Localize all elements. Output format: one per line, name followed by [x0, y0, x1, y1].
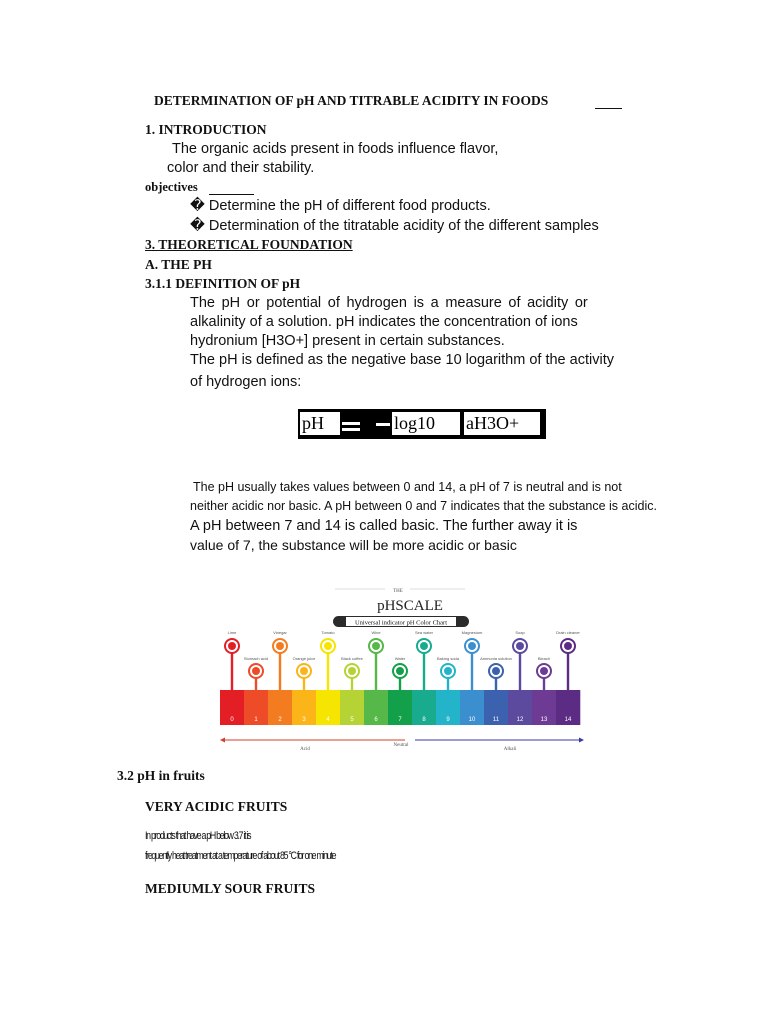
ph-label-5: Black coffee: [341, 656, 363, 661]
ph-number-11: 11: [492, 717, 500, 723]
ph-number-10: 10: [468, 717, 476, 723]
ph-marker-icon-4: [324, 642, 332, 650]
acid-label: Acid: [300, 747, 310, 752]
ph-marker-icon-12: [516, 642, 524, 650]
basic-line-2: value of 7, the substance will be more acidic or basic: [190, 537, 517, 553]
ph-marker-icon-14: [564, 642, 572, 650]
ph-label-7: Water: [394, 656, 406, 661]
ph-marker-icon-10: [468, 642, 476, 650]
formula-minus: [376, 423, 390, 426]
formula-ph: pH: [302, 413, 324, 433]
ph-number-9: 9: [446, 717, 450, 723]
ph-number-13: 13: [540, 717, 548, 723]
medium-sour-heading: MEDIUMLY SOUR FRUITS: [145, 881, 316, 896]
ph-label-11: Ammonia solution: [480, 656, 512, 661]
basic-line-1: A pH between 7 and 14 is called basic. The further away it is: [190, 518, 578, 534]
formula-equals-bottom: [342, 428, 360, 431]
formula-ah: aH3O+: [466, 413, 520, 433]
objectives-underline: [209, 194, 254, 195]
ph-number-7: 7: [398, 717, 402, 723]
ph-marker-icon-11: [492, 667, 500, 675]
intro-line-2: color and their stability.: [167, 160, 315, 176]
formula-ph-cell: [300, 412, 340, 435]
ph-number-2: 2: [278, 717, 282, 723]
acid-arrow-head: [220, 738, 225, 743]
formula-log-cell: [392, 412, 460, 435]
formula-equals-top: [342, 422, 360, 425]
compressed-line-1: In products that have a pH below 3.7 it is: [145, 830, 251, 842]
compressed-line-2: frequently heat treatment at a temperature of about 85 °C for one minute: [145, 850, 336, 862]
ph-marker-icon-8: [420, 642, 428, 650]
ph-label-9: Baking soda: [436, 656, 460, 661]
ph-marker-icon-7: [396, 667, 404, 675]
definition-line-1: The pH or potential of hydrogen is a measure of acidity or: [190, 295, 588, 311]
ph-number-12: 12: [516, 717, 524, 723]
ph-number-8: 8: [422, 717, 426, 723]
formula-ah-cell: [464, 412, 540, 435]
intro-heading: 1. INTRODUCTION: [145, 122, 267, 137]
ph-label-0: Lime: [227, 630, 237, 635]
ph-label-3: Orange juice: [292, 656, 316, 661]
ph-marker-icon-6: [372, 642, 380, 650]
intro-line-1: The organic acids present in foods influence flavor,: [172, 141, 499, 157]
ph-label-12: Soap: [515, 630, 525, 635]
definition-line-5: of hydrogen ions:: [190, 374, 302, 390]
very-acidic-heading: VERY ACIDIC FRUITS: [145, 799, 288, 814]
ph-label-8: Sea water: [414, 630, 434, 635]
ph-marker-icon-3: [300, 667, 308, 675]
scale-subtitle: Universal indicator pH Color Chart: [354, 619, 448, 627]
ph-marker-icon-2: [276, 642, 284, 650]
document-title: DETERMINATION OF pH AND TITRABLE ACIDITY IN FOODS: [154, 93, 549, 108]
definition-line-4: The pH is defined as the negative base 10 logarithm of the activity: [190, 352, 614, 368]
objective-item-2: � Determination of the titratable acidity of the different samples: [190, 218, 599, 234]
ph-label-2: Vinegar: [273, 630, 287, 635]
ph-number-4: 4: [326, 717, 330, 723]
ph-number-0: 0: [230, 717, 234, 723]
range-line-1: The pH usually takes values between 0 and 14, a pH of 7 is neutral and is not: [193, 480, 622, 494]
scale-the-label: THE: [393, 589, 403, 594]
definition-line-2: alkalinity of a solution. pH indicates the concentration of ions: [190, 314, 578, 330]
objectives-heading: objectives: [145, 180, 198, 194]
scale-title: pHSCALE: [377, 598, 443, 614]
ph-formula-image: [298, 409, 546, 439]
definition-heading: 3.1.1 DEFINITION OF pH: [145, 276, 301, 291]
objective-item-1: � Determine the pH of different food products.: [190, 198, 491, 214]
neutral-label: Neutral: [393, 743, 409, 748]
ph-number-3: 3: [302, 717, 306, 723]
ph-number-5: 5: [350, 717, 354, 723]
ph-label-1: Stomach acid: [243, 656, 269, 661]
ph-label-14: Drain cleaner: [556, 630, 580, 635]
ph-marker-icon-9: [444, 667, 452, 675]
definition-line-3: hydronium [H3O+] present in certain substances.: [190, 333, 505, 349]
ph-marker-icon-0: [228, 642, 236, 650]
ph-number-1: 1: [254, 717, 258, 723]
ph-label-4: Tomato: [321, 630, 335, 635]
ph-number-6: 6: [374, 717, 378, 723]
ph-marker-icon-5: [348, 667, 356, 675]
ph-number-14: 14: [564, 717, 572, 723]
alkali-label: Alkali: [503, 747, 517, 752]
alkali-arrow-head: [579, 738, 584, 743]
ph-scale-svg: [215, 582, 590, 757]
ph-marker-icon-1: [252, 667, 260, 675]
ph-label-10: Magnesium: [461, 630, 483, 635]
section-3-2-heading: 3.2 pH in fruits: [117, 768, 205, 783]
range-line-2: neither acidic nor basic. A pH between 0 and 7 indicates that the substance is acidic.: [190, 499, 657, 513]
ph-marker-icon-13: [540, 667, 548, 675]
theory-heading: 3. THEORETICAL FOUNDATION: [145, 237, 353, 252]
section-a-heading: A. THE PH: [145, 257, 212, 272]
ph-label-6: Wine: [371, 630, 381, 635]
ph-label-13: Bleach: [537, 656, 551, 661]
ph-scale-chart: [215, 582, 590, 757]
formula-log: log10: [394, 413, 436, 433]
title-underline: [595, 108, 622, 109]
